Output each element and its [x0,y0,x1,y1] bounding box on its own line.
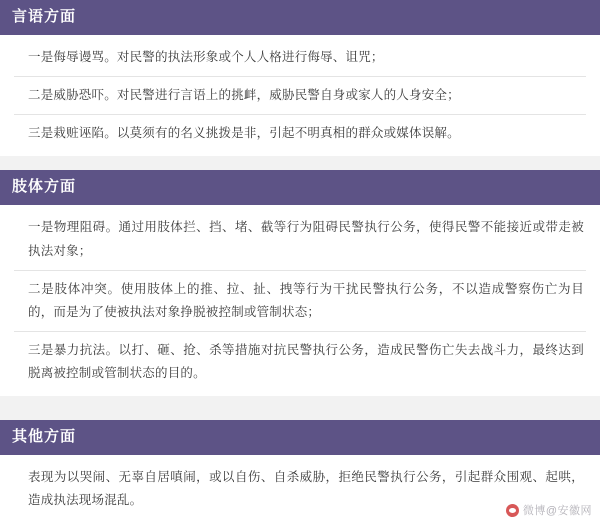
paragraph: 一是侮辱谩骂。对民警的执法形象或个人人格进行侮辱、诅咒； [14,39,586,77]
section-divider [0,156,600,170]
section-header-physical: 肢体方面 [0,170,600,205]
paragraph: 三是栽赃诬陷。以莫须有的名义挑拨是非，引起不明真相的群众或媒体误解。 [28,126,460,141]
section-header-speech: 言语方面 [0,0,600,35]
section-header-other: 其他方面 [0,420,600,455]
weibo-icon [506,504,519,517]
section-body-physical [0,205,600,396]
section-physical [0,170,600,396]
watermark-text: 微博@安徽网 [522,505,592,517]
paragraph: 一是物理阻碍。通过用肢体拦、挡、堵、截等行为阻碍民警执行公务，使得民警不能接近或带走被执法对象； [14,209,586,270]
paragraph: 三是暴力抗法。以打、砸、抢、杀等措施对抗民警执行公务，造成民警伤亡失去战斗力，最终达到脱离被控制或管制状态的目的。 [28,342,584,380]
paragraph: 表现为以哭闹、无辜自居嗔闹，或以自伤、自杀威胁，拒绝民警执行公务，引起群众围观、起哄，造成执法现场混乱。 [28,470,584,508]
section-body-speech [0,35,600,156]
watermark [506,502,592,518]
section-divider [0,396,600,420]
section-speech [0,0,600,156]
paragraph: 二是肢体冲突。使用肢体上的推、拉、扯、拽等行为干扰民警执行公务，不以造成警察伤亡为目的，而是为了使被执法对象挣脱被控制或管制状态； [14,271,586,332]
paragraph: 二是威胁恐吓。对民警进行言语上的挑衅，威胁民警自身或家人的人身安全； [14,77,586,115]
